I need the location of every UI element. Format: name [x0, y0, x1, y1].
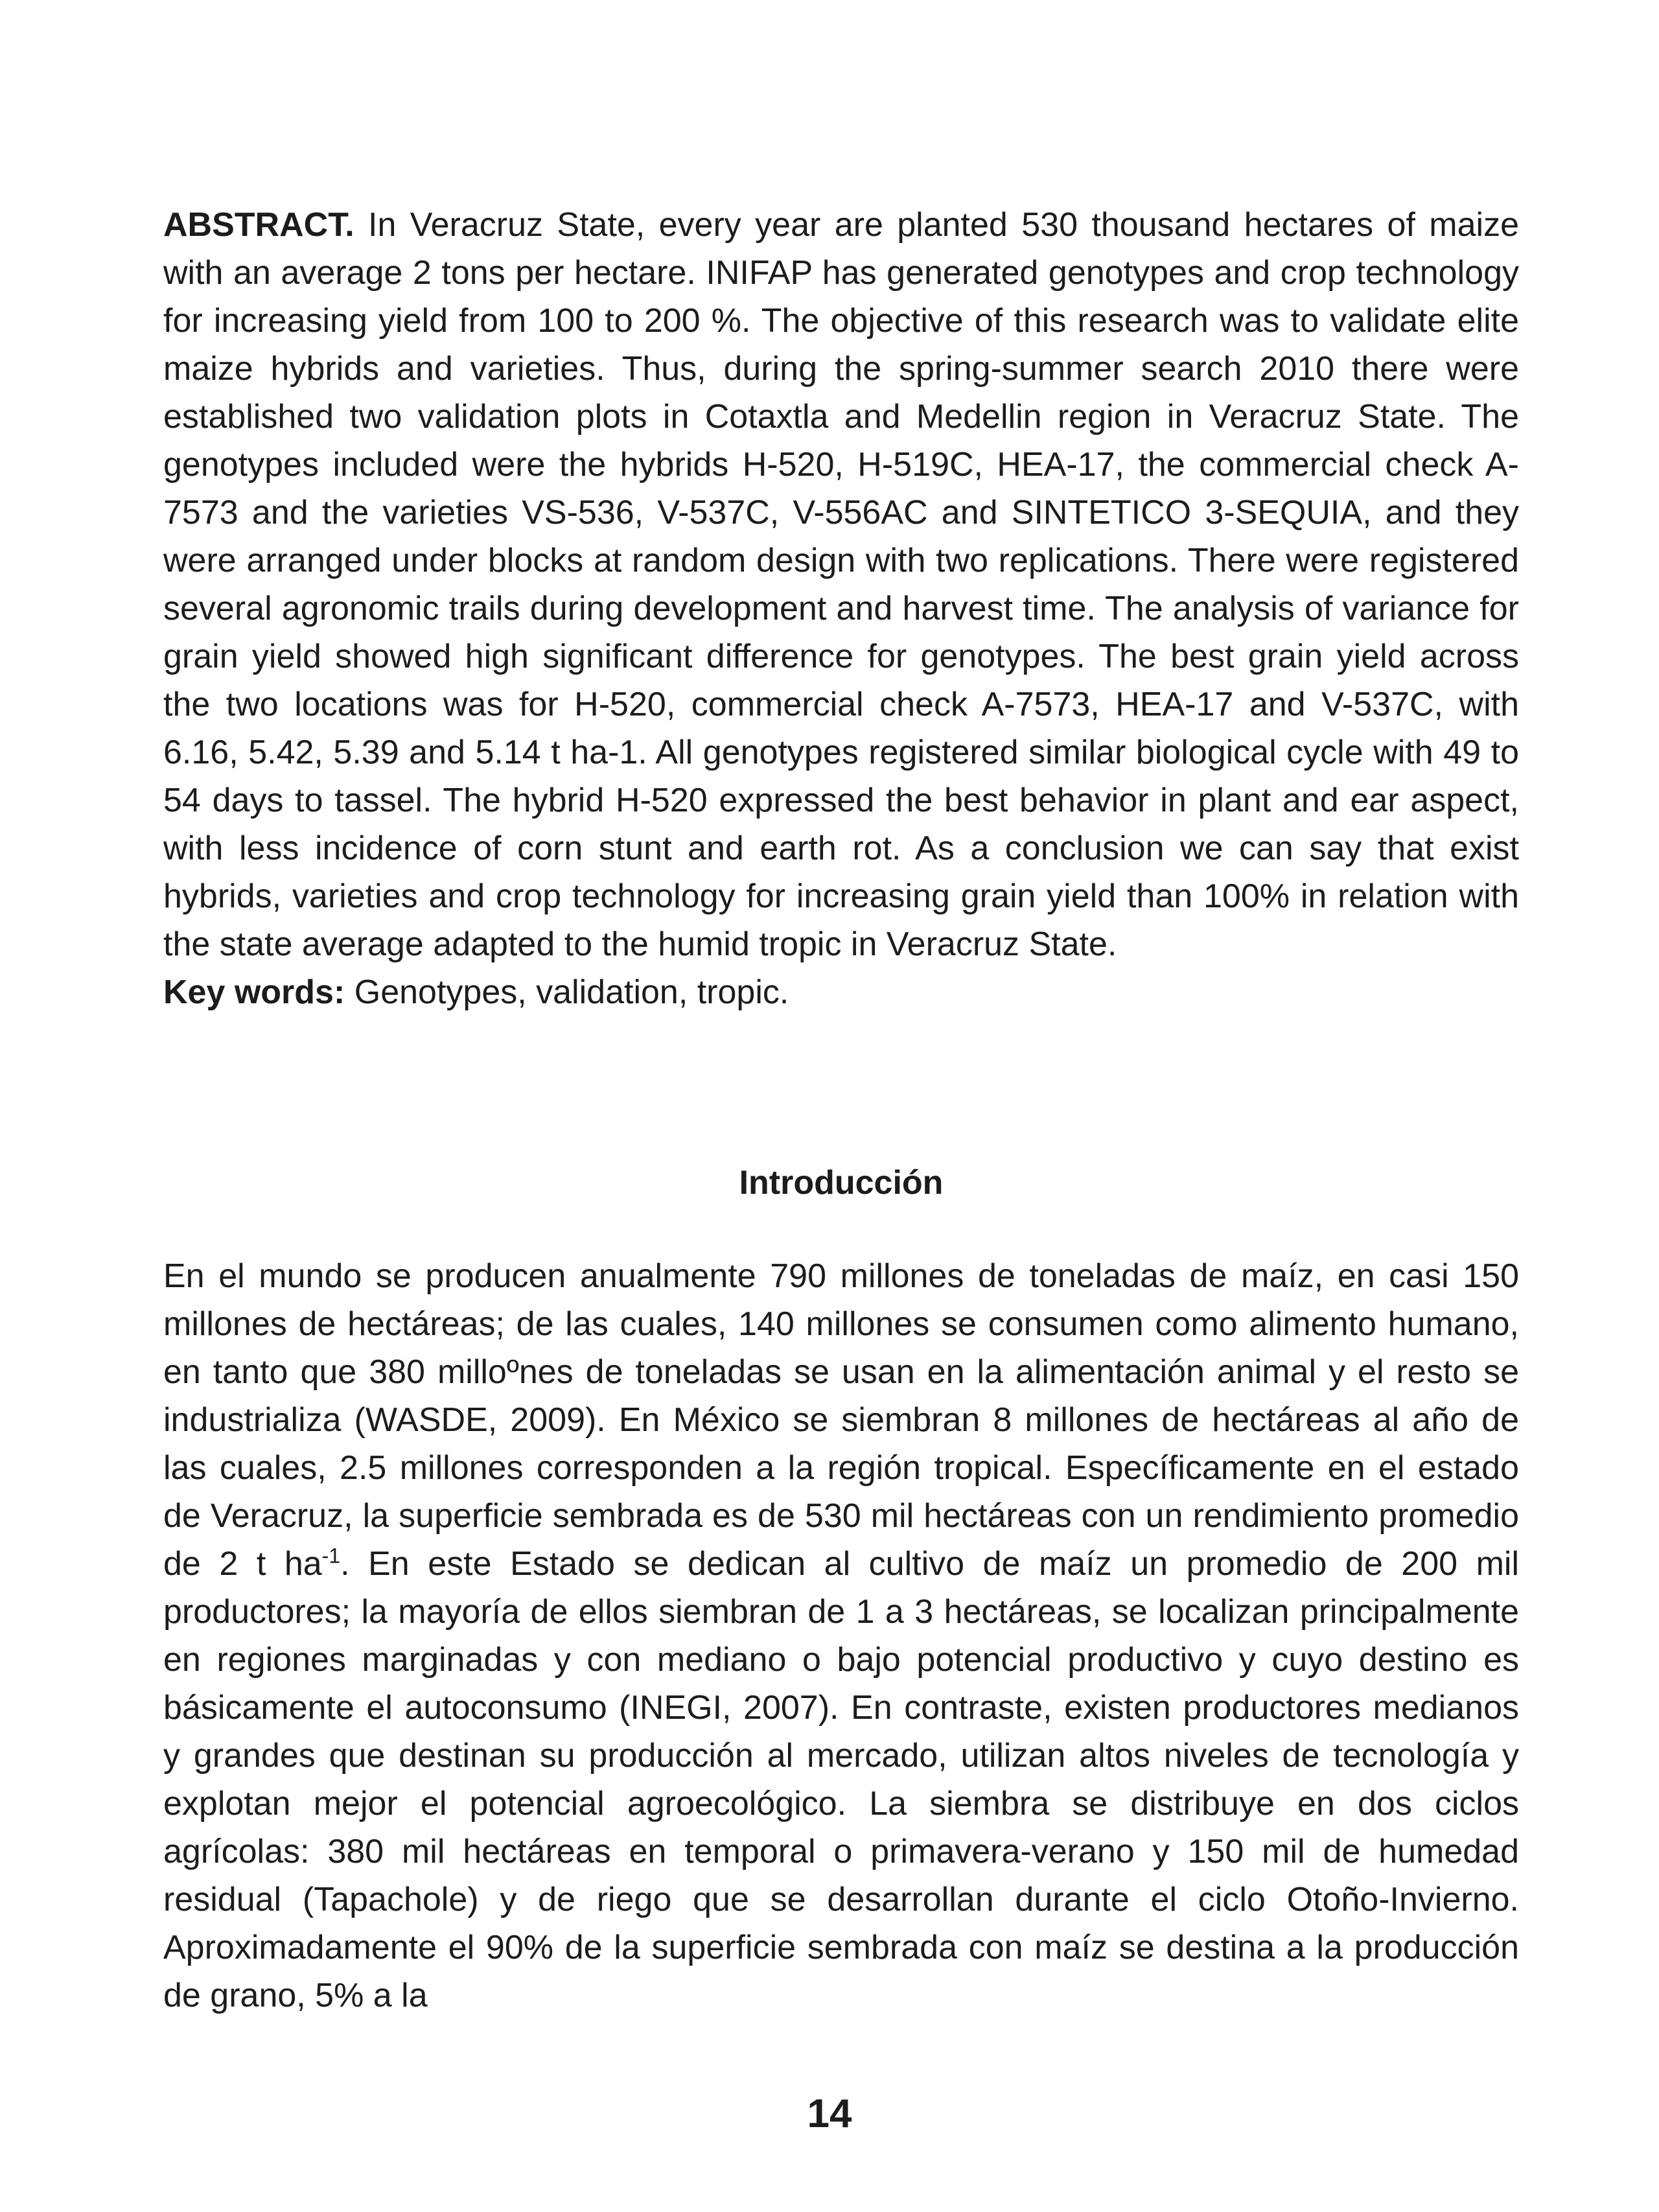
abstract-text: In Veracruz State, every year are planted 530 thousand hectares of maize with an average 2 tons per hectare. INIFAP has generated genotypes and crop technology for increasing yield from 100 to 200 %. The objective of this research was to validate elite maize hybrids and varieties. Thus, during the spring-summer search 2010 there were established two validation plots in Cotaxtla and Medellin region in Veracruz State. The genotypes included were the hybrids H-520, H-519C, HEA-17, the commercial check A-7573 and the varieties VS-536, V-537C, V-556AC and SINTETICO 3-SEQUIA, and they were arranged under blocks at random design with two replications. There were registered several agronomic trails during development and harvest time. The analysis of variance for grain yield showed high significant difference for genotypes. The best grain yield across the two locations was for H-520, commercial check A-7573, HEA-17 and V-537C, with 6.16, 5.42, 5.39 and 5.14 t ha-1. All genotypes registered similar biological cycle with 49 to 54 days to tassel. The hybrid H-520 expressed the best behavior in plant and ear aspect, with less incidence of corn stunt and earth rot. As a conclusion we can say that exist hybrids, varieties and crop technology for increasing grain yield than 100% in relation with the state average adapted to the humid tropic in Veracruz State.	[163, 206, 1519, 963]
superscript-exponent: -1	[321, 1544, 341, 1568]
keywords-label: Key words:	[163, 973, 345, 1011]
abstract-label: ABSTRACT.	[163, 206, 354, 244]
abstract-paragraph	[163, 201, 1519, 968]
keywords-line	[163, 968, 1519, 1016]
intro-text-part-2: . En este Estado se dedican al cultivo de maíz un promedio de 200 mil productores; la mayoría de ellos siembran de 1 a 3 hectáreas, se localizan principalmente en regiones marginadas y con mediano o bajo potencial productivo y cuyo destino es básicamente el autoconsumo (INEGI, 2007). En contraste, existen productores medianos y grandes que destinan su producción al mercado, utilizan altos niveles de tecnología y explotan mejor el potencial agroecológico. La siembra se distribuye en dos ciclos agrícolas: 380 mil hectáreas en temporal o primavera-verano y 150 mil de humedad residual (Tapachole) y de riego que se desarrollan durante el ciclo Otoño-Invierno. Aproximadamente el 90% de la superficie sembrada con maíz se destina a la producción de grano, 5% a la	[163, 1545, 1519, 2014]
page-number: 14	[807, 2091, 852, 2136]
introduction-paragraph	[163, 1252, 1519, 2020]
section-heading: Introducción	[739, 1164, 944, 1202]
intro-text-part-1: En el mundo se producen anualmente 790 millones de toneladas de maíz, en casi 150 millones de hectáreas; de las cuales, 140 millones se consumen como alimento humano, en tanto que 380 milloºnes de toneladas se usan en la alimentación animal y el resto se industrializa (WASDE, 2009). En México se siembran 8 millones de hectáreas al año de las cuales, 2.5 millones corresponden a la región tropical. Específicamente en el estado de Veracruz, la superficie sembrada es de 530 mil hectáreas con un rendimiento promedio de 2 t ha	[163, 1257, 1519, 1583]
keywords-text: Genotypes, validation, tropic.	[345, 973, 789, 1011]
page-content	[163, 201, 1519, 2014]
